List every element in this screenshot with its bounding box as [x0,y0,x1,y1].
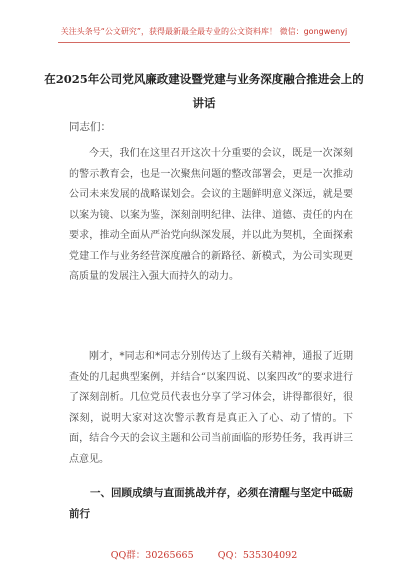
section-heading-1: 一、回顾成绩与直面挑战并存，必须在清醒与坚定中砥砺前行 [69,487,353,520]
header-divider [58,42,350,43]
salutation: 同志们： [69,121,111,133]
body-paragraph-2: 刚才，*同志和*同志分别传达了上级有关精神，通报了近期查处的几起典型案例，并结合“以案四说、以案四改”的要求进行了深刻剖析。几位党员代表也分享了学习体会，讲得都很好，很深刻，说明大家对这次警示教育是真正入了心、动了情的。下面，结合今天的会议主题和公司当前面临的形势任务，我再讲三点意见。 [69,351,353,465]
body-paragraph-1: 今天，我们在这里召开这次十分重要的会议，既是一次深刻的警示教育会，也是一次聚焦问题的整改部署会，更是一次推动公司未来发展的战略谋划会。会议的主题鲜明意义深远，就是要以案为镜、以案为鉴，深刻剖明纪律、法律、道德、责任的内在要求，推动全面从严治党向纵深发展，并以此为契机，全面探索党建工作与业务经营深度融合的新路径、新模式，为公司实现更高质量的发展注入强大而持久的动力。 [69,148,353,282]
document-title: 在2025年公司党风廉政建设暨党建与业务深度融合推进会上的讲话 [44,72,364,110]
footer-contact: QQ群：30265665 QQ：535304092 [110,550,298,561]
header-banner: 关注头条号“公文研究”，获得最新最全最专业的公文资料库！ 微信：gongwenyj [60,27,348,36]
